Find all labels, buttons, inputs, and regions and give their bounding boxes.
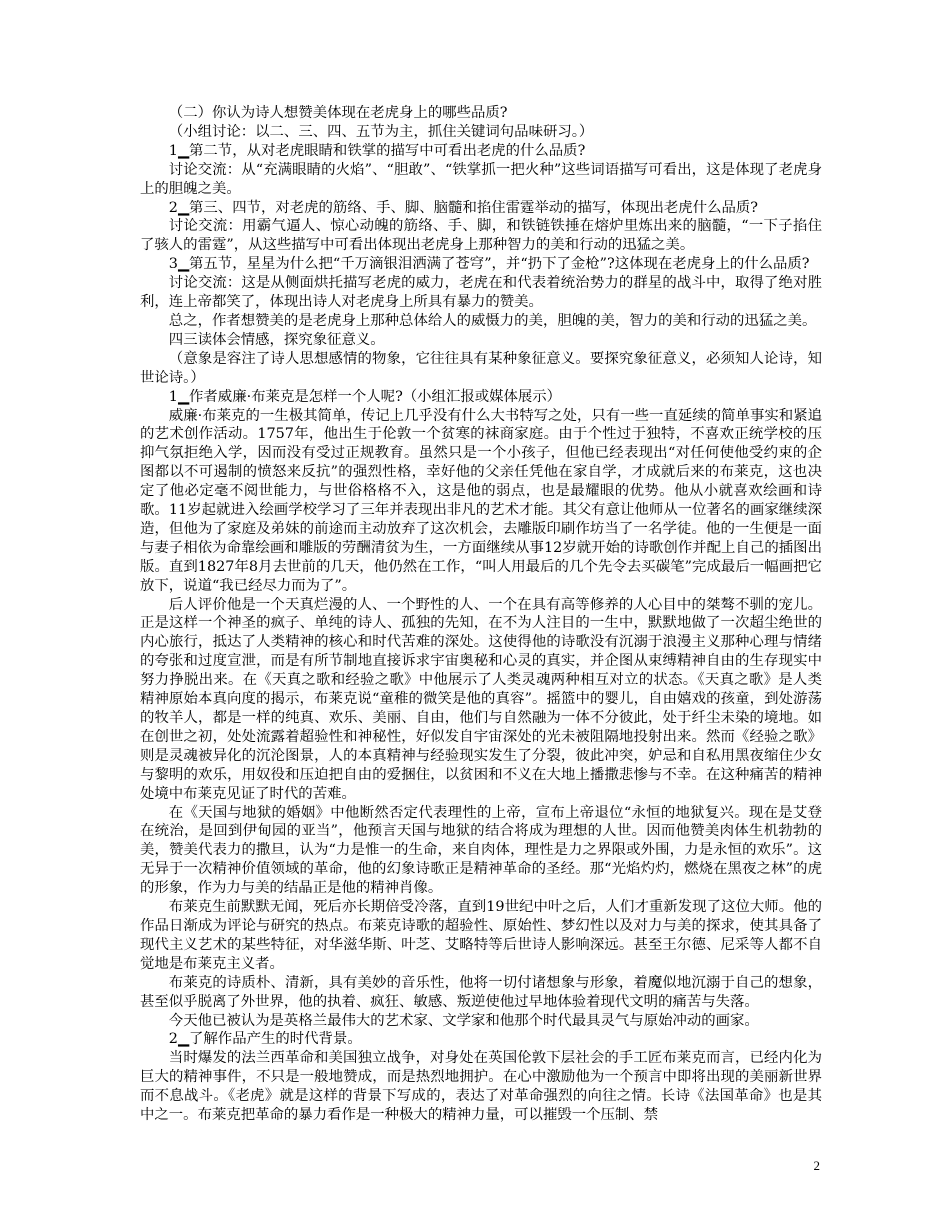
author-question: 1▁作者威廉·布莱克是怎样一个人呢?（小组汇报或媒体展示） [168, 388, 562, 405]
question-2: 2▁第三、四节，对老虎的筋络、手、脚、脑髓和掐住雷霆举动的描写，体现出老虎什么品质? [168, 199, 758, 216]
group-discussion-note: （小组讨论：以二、三、四、五节为主，抓住关键词句品味研习。） [168, 123, 594, 140]
summary-paragraph: 总之，作者想赞美的是老虎身上那种总体给人的威慑力的美，胆魄的美，智力的美和行动的迅猛之美。 [168, 312, 817, 329]
evaluation-paragraph: 后人评价他是一个天真烂漫的人、一个野性的人、一个在具有高等修养的人心目中的桀骜不驯的宠儿。正是这样一个神圣的疯子、单纯的诗人、孤独的先知，在不为人注目的一生中，默默地做了一次超尘绝世的内心旅行，抵达了人类精神的核心和时代苦难的深处。这使得他的诗歌没有沉溺于浪漫主义那种心理与情绪的夸张和过度宣泄，而是有所节制地直接诉求宇宙奥秘和心灵的真实，并企图从束缚精神自由的生存现实中努力挣脱出来。在《天真之歌和经验之歌》中他展示了人类灵魂两种相互对立的状态。《天真之歌》是人类精神原始本真向度的揭示，布莱克说“童稚的微笑是他的真容”。摇篮中的婴儿，自由嬉戏的孩童，到处游荡的牧羊人，都是一样的纯真、欢乐、美丽、自由，他们与自然融为一体不分彼此，处于纤尘未染的境地。如在创世之初，处处流露着超验性和神秘性，好似发自宇宙深处的光未被阻隔地投射出来。然而《经验之歌》则是灵魂被异化的沉沦图景，人的本真精神与经验现实发生了分裂，彼此冲突，妒忌和自私用黑夜缩住少女与黎明的欢乐，用奴役和压迫把自由的爱捆住，以贫困和不义在大地上播撒悲惨与不幸。在这种痛苦的精神处境中布莱克见证了时代的苦难。 [140, 596, 822, 802]
answer-2: 讨论交流：用霸气逼人、惊心动魄的筋络、手、脚，和铁链铁捶在熔炉里炼出来的脑髓，“一下子掐住了骇人的雷霆”，从这些描写中可看出体现出老虎身上那种智力的美和行动的迅猛之美。 [140, 218, 822, 254]
heaven-hell-paragraph: 在《天国与地狱的婚姻》中他断然否定代表理性的上帝，宣布上帝退位“永恒的地狱复兴。现在是艾登在统治，是回到伊甸园的亚当”，他预言天国与地狱的结合将成为理想的人世。因而他赞美肉体生机勃勃的美，赞美代表力的撒旦，认为“力是惟一的生命，来自肉体，理性是力之界限或外围，力是永恒的欢乐”。这无异于一次精神价值领域的革命，他的幻象诗歌正是精神革命的圣经。那“光焰灼灼，燃烧在黑夜之林”的虎的形象，作为力与美的结晶正是他的精神肖像。 [140, 804, 822, 897]
question-heading: （二）你认为诗人想赞美体现在老虎身上的哪些品质? [168, 105, 508, 121]
body-text [140, 104, 822, 1125]
question-3: 3▁第五节，星星为什么把“千万滴银泪洒满了苍穹”，并“扔下了金枪”?这体现在老虎身上的什么品质? [168, 256, 810, 273]
recognition-paragraph: 今天他已被认为是英格兰最伟大的艺术家、文学家和他那个时代最具灵气与原始冲动的画家。 [168, 1012, 759, 1029]
symbolism-note: （意象是容注了诗人思想感情的物象，它往往具有某种象征意义。要探究象征意义，必须知人论诗，知世论诗。） [140, 350, 822, 386]
legacy-paragraph: 布莱克生前默默无闻，死后亦长期倍受冷落，直到19世纪中叶之后，人们才重新发现了这位大师。他的作品日渐成为评论与研究的热点。布莱克诗歌的超验性、原始性、梦幻性以及对力与美的探求，使其具备了现代主义艺术的某些特征，对华滋华斯、叶芝、艾略特等后世诗人影响深远。甚至王尔德、尼采等人都不自觉地是布莱克主义者。 [140, 899, 822, 972]
question-1: 1▁第二节，从对老虎眼睛和铁掌的描写中可看出老虎的什么品质? [168, 142, 586, 159]
answer-3: 讨论交流：这是从侧面烘托描写老虎的威力，老虎在和代表着统治势力的群星的战斗中，取得了绝对胜利，连上帝都笑了，体现出诗人对老虎身上所具有暴力的赞美。 [140, 275, 822, 311]
biography-paragraph: 威廉·布莱克的一生极其简单，传记上几乎没有什么大书特写之处，只有一些一直延续的简单事实和紧追的艺术创作活动。1757年，他出生于伦敦一个贫寒的袜商家庭。由于个性过于独特，不喜欢正统学校的压抑气氛拒绝入学，因而没有受过正规教育。虽然只是一个小孩子，但他已经表现出“对任何使他受约束的企图都以不可遏制的愤怒来反抗”的强烈性格，幸好他的父亲任凭他在家自学，才成就后来的布莱克，这也决定了他必定毫不阅世能力，与世俗格格不入，这是他的弱点，也是最耀眼的优势。他从小就喜欢绘画和诗歌。11岁起就进入绘画学校学习了三年并表现出非凡的艺术才能。其父有意让他师从一位著名的画家继续深造，但他为了家庭及弟妹的前途而主动放弃了这次机会，去雕版印刷作坊当了一名学徒。他的一生便是一面与妻子相依为命靠绘画和雕版的劳酬清贫为生，一方面继续从事12岁就开始的诗歌创作并配上自己的插图出版。直到1827年8月去世前的几天，他仍然在工作，“叫人用最后的几个先令去买碳笔”完成最后一幅画把它放下，说道“我已经尽力而为了”。 [140, 407, 822, 594]
background-question: 2▁了解作品产生的时代背景。 [168, 1031, 362, 1048]
answer-1: 讨论交流：从“充满眼睛的火焰”、“胆敢”、“铁掌抓一把火种”这些词语描写可看出，这是体现了老虎身上的胆魄之美。 [140, 161, 822, 197]
page-number: 2 [813, 1158, 820, 1173]
section-heading: 四三读体会情感，探究象征意义。 [168, 331, 385, 348]
poetry-style-paragraph: 布莱克的诗质朴、清新，具有美妙的音乐性，他将一切付诸想象与形象，着魔似地沉溺于自己的想象，甚至似乎脱离了外世界，他的执着、疯狂、敏感、叛逆使他过早地体验着现代文明的痛苦与失落。 [140, 974, 822, 1010]
background-paragraph: 当时爆发的法兰西革命和美国独立战争，对身处在英国伦敦下层社会的手工匠布莱克而言，已经内化为巨大的精神事件，不只是一般地赞成，而是热烈地拥护。在心中激励他为一个预言中即将出现的美丽新世界而不息战斗。《老虎》就是这样的背景下写成的，表达了对革命强烈的向往之情。长诗《法国革命》也是其中之一。布莱克把革命的暴力看作是一种极大的精神力量，可以摧毁一个压制、禁 [140, 1050, 822, 1124]
